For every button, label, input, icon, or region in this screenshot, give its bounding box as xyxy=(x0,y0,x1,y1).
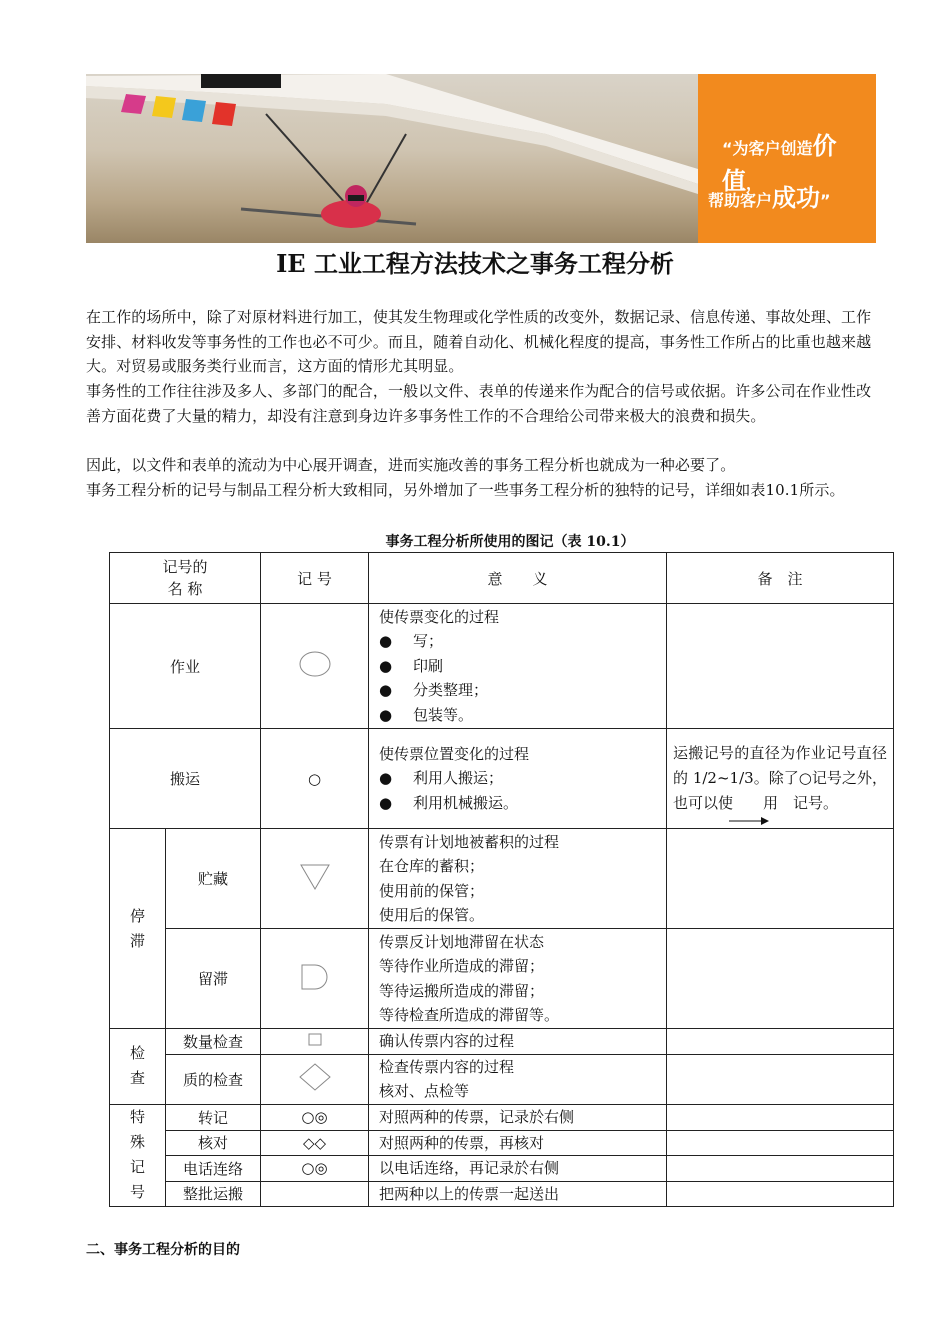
header-meaning: 意 义 xyxy=(369,553,667,604)
group-special: 特 殊 记 号 xyxy=(110,1104,166,1207)
table-row xyxy=(110,1054,894,1104)
meaning-quality-inspection: 检查传票内容的过程 核对、点检等 xyxy=(369,1054,667,1104)
meaning-transport: 使传票位置变化的过程 ● 利用人搬运； ● 利用机械搬运。 xyxy=(369,729,667,829)
table-header-row xyxy=(110,553,894,604)
remark-work xyxy=(667,604,894,729)
transport-symbol: ○ xyxy=(261,729,369,829)
name-verify: 核对 xyxy=(166,1130,261,1156)
slogan-line-2: 帮助客户成功” xyxy=(708,184,831,212)
phone-contact-symbol: ○◎ xyxy=(261,1156,369,1182)
document-title: IE 工业工程方法技术之事务工程分析 xyxy=(276,249,674,278)
meaning-batch-transport: 把两种以上的传票一起送出 xyxy=(369,1181,667,1207)
table-row xyxy=(110,1104,894,1130)
table-row xyxy=(110,1181,894,1207)
table-row xyxy=(110,1130,894,1156)
symbol-table xyxy=(109,552,894,1207)
table-row xyxy=(110,929,894,1029)
header-banner xyxy=(86,74,876,243)
table-row xyxy=(110,1156,894,1182)
header-name: 记号的 名 称 xyxy=(110,553,261,604)
meaning-work: 使传票变化的过程 ● 写； ● 印刷 ● 分类整理； ● 包装等。 xyxy=(369,604,667,729)
batch-transport-symbol xyxy=(261,1181,369,1207)
large-circle-icon xyxy=(298,650,332,678)
table-row xyxy=(110,729,894,829)
hang-glider-photo xyxy=(86,74,698,243)
d-shape-icon xyxy=(299,962,331,992)
delay-symbol xyxy=(261,929,369,1029)
remark-storage xyxy=(667,829,894,929)
paragraph-3: 因此，以文件和表单的流动为中心展开调查，进而实施改善的事务工程分析也就成为一种必要了。 xyxy=(86,456,736,474)
name-quantity-inspection: 数量检查 xyxy=(166,1029,261,1055)
remark-delay xyxy=(667,929,894,1029)
meaning-delay: 传票反计划地滞留在状态 等待作业所造成的滞留； 等待运搬所造成的滞留； 等待检查所造成的滞留等。 xyxy=(369,929,667,1029)
operation-symbol xyxy=(261,604,369,729)
storage-symbol xyxy=(261,829,369,929)
name-storage: 贮藏 xyxy=(166,829,261,929)
paragraph-4: 事务工程分析的记号与制品工程分析大致相同，另外增加了一些事务工程分析的独特的记号，详细如表10.1所示。 xyxy=(86,481,845,499)
paragraph-2: 事务性的工作往往涉及多人、多部门的配合，一般以文件、表单的传递来作为配合的信号或依据。许多公司在作业性改善方面花费了大量的精力，却没有注意到身边许多事务性工作的不合理给公司带来极大的浪费和损失。 xyxy=(86,382,872,425)
transcribe-symbol: ○◎ xyxy=(261,1104,369,1130)
quality-inspection-symbol xyxy=(261,1054,369,1104)
meaning-phone-contact: 以电话连络，再记录於右侧 xyxy=(369,1156,667,1182)
group-stagnation: 停 滞 xyxy=(110,829,166,1029)
paragraph-1: 在工作的场所中，除了对原材料进行加工，使其发生物理或化学性质的改变外，数据记录、信息传递、事故处理、工作安排、材料收发等事务性的工作也必不可少。而且，随着自动化、机械化程度的提高，事务性工作所占的比重也越来越大。对贸易或服务类行业而言，这方面的情形尤其明显。 xyxy=(86,308,872,375)
diamond-icon xyxy=(298,1062,332,1092)
quantity-inspection-symbol xyxy=(261,1029,369,1055)
table-row xyxy=(110,1029,894,1055)
name-phone-contact: 电话连络 xyxy=(166,1156,261,1182)
name-batch-transport: 整批运搬 xyxy=(166,1181,261,1207)
table-row xyxy=(110,604,894,729)
remark-quantity-inspection xyxy=(667,1029,894,1055)
remark-quality-inspection xyxy=(667,1054,894,1104)
section-heading: 二、事务工程分析的目的 xyxy=(86,1242,240,1258)
name-transcribe: 转记 xyxy=(166,1104,261,1130)
header-symbol: 记 号 xyxy=(261,553,369,604)
meaning-quantity-inspection: 确认传票内容的过程 xyxy=(369,1029,667,1055)
remark-transcribe xyxy=(667,1104,894,1130)
name-delay: 留滞 xyxy=(166,929,261,1029)
meaning-storage: 传票有计划地被蓄积的过程 在仓库的蓄积； 使用前的保管； 使用后的保管。 xyxy=(369,829,667,929)
meaning-transcribe: 对照两种的传票，记录於右侧 xyxy=(369,1104,667,1130)
meaning-verify: 对照两种的传票，再核对 xyxy=(369,1130,667,1156)
name-work: 作业 xyxy=(110,604,261,729)
table-caption: 事务工程分析所使用的图记（表 10.1） xyxy=(385,534,635,550)
remark-phone-contact xyxy=(667,1156,894,1182)
name-transport: 搬运 xyxy=(110,729,261,829)
table-row xyxy=(110,829,894,929)
arrow-icon xyxy=(729,816,769,826)
remark-transport: 运搬记号的直径为作业记号直径的 1/2~1/3。除了○记号之外，也可以使 用 记号。 xyxy=(667,729,894,829)
triangle-down-icon xyxy=(299,862,331,892)
name-quality-inspection: 质的检查 xyxy=(166,1054,261,1104)
slogan-line-1: “为客户创造价值， xyxy=(722,132,837,195)
remark-batch-transport xyxy=(667,1181,894,1207)
verify-symbol: ◇◇ xyxy=(261,1130,369,1156)
square-icon xyxy=(307,1031,323,1047)
remark-verify xyxy=(667,1130,894,1156)
group-inspection: 检 查 xyxy=(110,1029,166,1105)
header-remark: 备 注 xyxy=(667,553,894,604)
